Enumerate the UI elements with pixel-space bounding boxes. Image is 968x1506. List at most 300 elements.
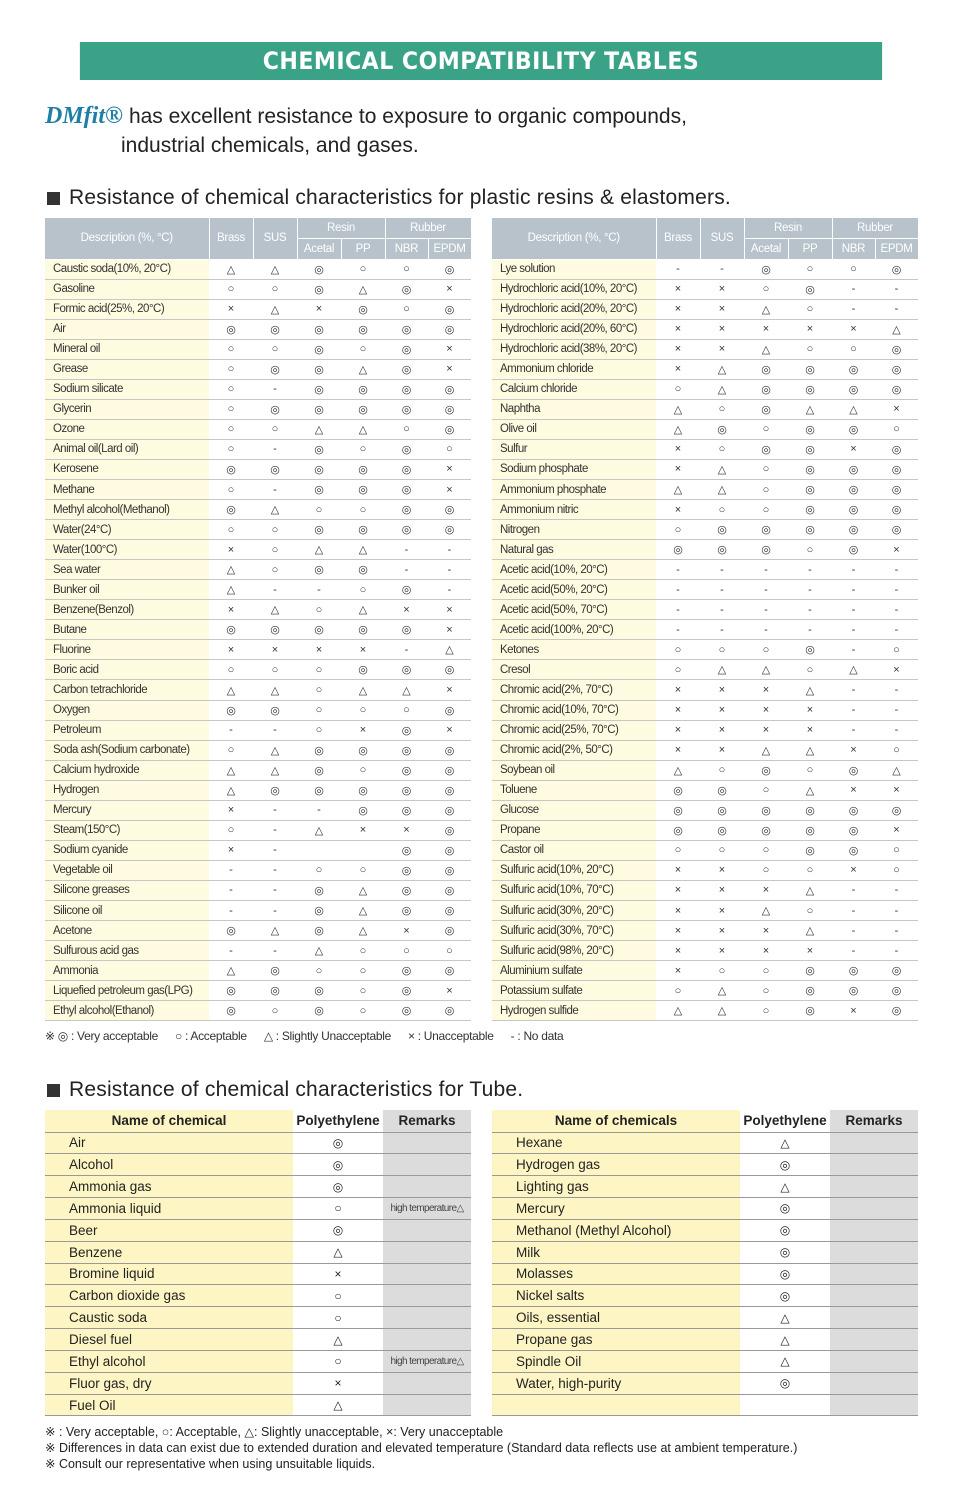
rating-cell: × xyxy=(700,740,744,760)
rating-cell: × xyxy=(656,860,700,880)
rating-cell: - xyxy=(744,620,788,640)
rating-cell: △ xyxy=(341,419,385,439)
rating-cell: - xyxy=(788,580,832,600)
rating-cell: × xyxy=(341,820,385,840)
rating-cell: ○ xyxy=(656,981,700,1001)
chemical-name: Sulfurous acid gas xyxy=(45,941,209,961)
rating-cell: ◎ xyxy=(253,319,297,339)
chemical-name: Carbon tetrachloride xyxy=(45,680,209,700)
legend-no-data: - : No data xyxy=(510,1029,564,1043)
chemical-name: Oxygen xyxy=(45,700,209,720)
table-row xyxy=(45,1001,471,1021)
table-row xyxy=(45,1372,471,1394)
rating-cell: ◎ xyxy=(788,500,832,520)
rating-cell: - xyxy=(385,560,428,580)
rating-cell: ○ xyxy=(875,419,918,439)
rating-cell: ○ xyxy=(341,580,385,600)
rating-cell: ◎ xyxy=(788,961,832,981)
rating-cell: ◎ xyxy=(297,279,341,299)
rating-cell: × xyxy=(744,680,788,700)
rating-cell: ○ xyxy=(341,941,385,961)
rating-cell: ○ xyxy=(744,459,788,479)
rating-cell: × xyxy=(744,880,788,900)
rating-cell: ○ xyxy=(253,520,297,540)
chemical-name: Grease xyxy=(45,359,209,379)
header-chemical-name: Name of chemical xyxy=(45,1110,293,1132)
polyethylene-rating: △ xyxy=(293,1241,383,1263)
table-row xyxy=(492,640,918,660)
footnote-consult: ※ Consult our representative when using unsuitable liquids. xyxy=(45,1457,376,1471)
rating-cell: △ xyxy=(297,820,341,840)
rating-cell: ○ xyxy=(341,500,385,520)
table-row xyxy=(45,700,471,720)
rating-cell: △ xyxy=(744,339,788,359)
rating-cell: ○ xyxy=(209,740,253,760)
rating-cell: ◎ xyxy=(297,901,341,921)
remarks-cell xyxy=(830,1263,918,1285)
rating-cell: × xyxy=(385,600,428,620)
chemical-name: Acetone xyxy=(45,921,209,941)
rating-cell: ◎ xyxy=(253,399,297,419)
table-row xyxy=(492,480,918,500)
chemical-name: Water(24°C) xyxy=(45,520,209,540)
rating-cell: ◎ xyxy=(385,279,428,299)
rating-cell: ○ xyxy=(297,860,341,880)
square-bullet-icon xyxy=(47,1084,60,1097)
table-row xyxy=(492,901,918,921)
table-row xyxy=(45,1176,471,1198)
polyethylene-rating: △ xyxy=(293,1394,383,1416)
chemical-name: Sulfuric acid(30%, 70°C) xyxy=(492,921,656,941)
chemical-name: Methanol (Methyl Alcohol) xyxy=(492,1219,740,1241)
rating-cell: × xyxy=(700,921,744,941)
rating-cell: ○ xyxy=(297,700,341,720)
rating-cell: ◎ xyxy=(788,1001,832,1021)
rating-cell: - xyxy=(744,580,788,600)
rating-cell: ○ xyxy=(875,640,918,660)
rating-cell: × xyxy=(700,279,744,299)
polyethylene-rating: ◎ xyxy=(740,1372,830,1394)
rating-cell: △ xyxy=(744,901,788,921)
rating-cell: △ xyxy=(297,941,341,961)
table-row xyxy=(45,800,471,820)
remarks-cell xyxy=(830,1285,918,1307)
rating-cell: ◎ xyxy=(385,439,428,459)
table-row xyxy=(492,961,918,981)
chemical-name: Hydrochloric acid(20%, 20°C) xyxy=(492,299,656,319)
rating-cell: △ xyxy=(341,680,385,700)
rating-cell: ◎ xyxy=(875,339,918,359)
chemical-name: Liquefied petroleum gas(LPG) xyxy=(45,981,209,1001)
rating-cell: - xyxy=(832,700,875,720)
table-row xyxy=(45,560,471,580)
rating-cell: × xyxy=(656,740,700,760)
rating-cell: ○ xyxy=(875,840,918,860)
chemical-name: Chromic acid(25%, 70°C) xyxy=(492,720,656,740)
rating-cell: - xyxy=(700,560,744,580)
rating-cell: ○ xyxy=(700,760,744,780)
rating-cell: × xyxy=(744,941,788,961)
rating-cell: ◎ xyxy=(832,359,875,379)
rating-cell: × xyxy=(341,640,385,660)
rating-cell: - xyxy=(788,560,832,580)
table-row xyxy=(45,760,471,780)
polyethylene-rating: ◎ xyxy=(740,1263,830,1285)
rating-cell: × xyxy=(656,921,700,941)
rating-cell: △ xyxy=(788,740,832,760)
chemical-name: Hydrogen gas xyxy=(492,1154,740,1176)
rating-cell: ◎ xyxy=(832,459,875,479)
polyethylene-rating: ◎ xyxy=(293,1176,383,1198)
table-row xyxy=(45,720,471,740)
table-row xyxy=(45,279,471,299)
table-row xyxy=(492,880,918,900)
rating-cell: △ xyxy=(700,379,744,399)
rating-cell: - xyxy=(428,580,471,600)
rating-cell: - xyxy=(700,620,744,640)
rating-cell: ◎ xyxy=(744,359,788,379)
chemical-name: Bunker oil xyxy=(45,580,209,600)
rating-cell: ◎ xyxy=(297,560,341,580)
chemical-name: Water, high-purity xyxy=(492,1372,740,1394)
rating-cell: △ xyxy=(700,981,744,1001)
remarks-cell xyxy=(830,1350,918,1372)
rating-cell: × xyxy=(656,500,700,520)
rating-cell: × xyxy=(209,540,253,560)
table-row xyxy=(492,921,918,941)
rating-cell: ◎ xyxy=(788,419,832,439)
rating-cell: ◎ xyxy=(832,419,875,439)
rating-cell: ◎ xyxy=(832,520,875,540)
intro-line-1: has excellent resistance to exposure to organic compounds, xyxy=(128,105,687,128)
rating-cell: ◎ xyxy=(209,981,253,1001)
rating-cell: × xyxy=(253,640,297,660)
table-row xyxy=(492,1001,918,1021)
rating-cell: ◎ xyxy=(656,540,700,560)
chemical-name: Glucose xyxy=(492,800,656,820)
rating-cell: △ xyxy=(341,540,385,560)
footnote-temperature: ※ Differences in data can exist due to extended duration and elevated temperature (Standard data reflects use at ambient temperature.) xyxy=(45,1441,798,1455)
rating-cell: ◎ xyxy=(385,961,428,981)
remarks-cell xyxy=(830,1154,918,1176)
remarks-cell xyxy=(383,1329,471,1351)
rating-cell: ◎ xyxy=(832,961,875,981)
rating-cell: ◎ xyxy=(385,800,428,820)
rating-cell: △ xyxy=(700,1001,744,1021)
rating-cell: ◎ xyxy=(385,660,428,680)
rating-cell: ◎ xyxy=(297,459,341,479)
rating-cell: △ xyxy=(744,740,788,760)
rating-cell: ○ xyxy=(253,339,297,359)
rating-cell: - xyxy=(875,700,918,720)
rating-cell: △ xyxy=(253,740,297,760)
rating-cell: ○ xyxy=(788,660,832,680)
rating-cell: ○ xyxy=(788,299,832,319)
remarks-cell xyxy=(383,1132,471,1154)
header-resin: Resin xyxy=(297,218,385,239)
table-row xyxy=(492,580,918,600)
rating-cell: ◎ xyxy=(832,760,875,780)
rating-cell: △ xyxy=(297,419,341,439)
rating-cell: ◎ xyxy=(875,379,918,399)
table-row xyxy=(45,1329,471,1351)
rating-cell: ◎ xyxy=(385,459,428,479)
rating-cell: - xyxy=(832,941,875,961)
table-row xyxy=(492,500,918,520)
rating-cell: ◎ xyxy=(385,359,428,379)
table-row xyxy=(492,1219,918,1241)
rating-cell: - xyxy=(253,840,297,860)
remarks-cell xyxy=(383,1394,471,1416)
rating-cell: △ xyxy=(656,760,700,780)
rating-cell: ◎ xyxy=(209,921,253,941)
polyethylene-rating: △ xyxy=(740,1307,830,1329)
table-row xyxy=(492,660,918,680)
rating-cell: × xyxy=(875,660,918,680)
rating-cell: × xyxy=(700,860,744,880)
rating-cell: × xyxy=(700,680,744,700)
rating-cell: - xyxy=(875,580,918,600)
header-rubber: Rubber xyxy=(385,218,471,239)
rating-cell: △ xyxy=(209,259,253,279)
rating-cell: - xyxy=(832,720,875,740)
chemical-name: Molasses xyxy=(492,1263,740,1285)
rating-cell: ○ xyxy=(428,439,471,459)
table-row xyxy=(492,740,918,760)
rating-cell: ◎ xyxy=(385,981,428,1001)
rating-cell: △ xyxy=(341,921,385,941)
rating-cell: ◎ xyxy=(428,660,471,680)
table-row xyxy=(45,1350,471,1372)
chemical-name: Sulfuric acid(10%, 70°C) xyxy=(492,880,656,900)
section-title-text: Resistance of chemical characteristics for Tube. xyxy=(69,1078,524,1101)
rating-cell: ○ xyxy=(297,600,341,620)
rating-cell: ◎ xyxy=(341,319,385,339)
polyethylene-rating: △ xyxy=(740,1132,830,1154)
rating-cell: ◎ xyxy=(297,880,341,900)
chemical-name: Cresol xyxy=(492,660,656,680)
rating-cell: ◎ xyxy=(656,820,700,840)
polyethylene-rating xyxy=(740,1394,830,1416)
rating-cell: ○ xyxy=(341,339,385,359)
rating-cell: ◎ xyxy=(297,359,341,379)
chemical-name: Sodium silicate xyxy=(45,379,209,399)
table-row xyxy=(492,720,918,740)
table-row xyxy=(45,840,471,860)
rating-cell: ○ xyxy=(341,981,385,1001)
rating-cell: ◎ xyxy=(875,359,918,379)
polyethylene-rating: ○ xyxy=(293,1285,383,1307)
table-row xyxy=(492,520,918,540)
chemical-name: Ammonia xyxy=(45,961,209,981)
chemical-name: Soybean oil xyxy=(492,760,656,780)
table-row xyxy=(492,1329,918,1351)
polyethylene-rating: ○ xyxy=(293,1307,383,1329)
polyethylene-rating: △ xyxy=(740,1329,830,1351)
rating-cell: - xyxy=(744,560,788,580)
brand-logo: DMfit® xyxy=(45,103,123,129)
rating-cell: ◎ xyxy=(788,981,832,1001)
rating-cell: ○ xyxy=(428,941,471,961)
remarks-cell: high temperature△ xyxy=(383,1198,471,1220)
rating-cell: ◎ xyxy=(385,1001,428,1021)
table-row xyxy=(45,359,471,379)
chemical-name: Hexane xyxy=(492,1132,740,1154)
chemical-name: Calcium hydroxide xyxy=(45,760,209,780)
table-row xyxy=(492,459,918,479)
header-sus: SUS xyxy=(253,218,297,259)
polyethylene-rating: ◎ xyxy=(740,1198,830,1220)
table-row xyxy=(492,941,918,961)
rating-cell: × xyxy=(209,800,253,820)
rating-cell: × xyxy=(209,299,253,319)
rating-cell: - xyxy=(875,880,918,900)
remarks-cell xyxy=(830,1198,918,1220)
rating-cell: - xyxy=(832,901,875,921)
table-row xyxy=(45,399,471,419)
chemical-name: Hydrochloric acid(38%, 20°C) xyxy=(492,339,656,359)
resin-table-right xyxy=(492,218,919,1021)
rating-cell: △ xyxy=(700,480,744,500)
header-brass: Brass xyxy=(209,218,253,259)
table-row xyxy=(492,800,918,820)
rating-cell: - xyxy=(253,800,297,820)
rating-cell: - xyxy=(253,439,297,459)
table-row xyxy=(492,299,918,319)
remarks-cell xyxy=(383,1219,471,1241)
header-pp: PP xyxy=(788,239,832,260)
rating-cell: - xyxy=(253,820,297,840)
rating-cell: ◎ xyxy=(875,520,918,540)
rating-cell: ◎ xyxy=(875,981,918,1001)
table-row xyxy=(45,500,471,520)
rating-cell xyxy=(297,840,341,860)
resin-table-left xyxy=(45,218,472,1021)
chemical-name: Sulfuric acid(98%, 20°C) xyxy=(492,941,656,961)
chemical-name: Glycerin xyxy=(45,399,209,419)
rating-cell: ◎ xyxy=(656,800,700,820)
rating-cell: ◎ xyxy=(297,520,341,540)
rating-cell: ◎ xyxy=(744,820,788,840)
rating-cell: ○ xyxy=(209,520,253,540)
chemical-name: Propane gas xyxy=(492,1329,740,1351)
rating-cell: ○ xyxy=(788,760,832,780)
rating-cell: ○ xyxy=(297,500,341,520)
rating-cell: × xyxy=(656,720,700,740)
header-acetal: Acetal xyxy=(744,239,788,260)
rating-cell: - xyxy=(428,540,471,560)
chemical-name: Ammonium phosphate xyxy=(492,480,656,500)
rating-cell: - xyxy=(297,580,341,600)
rating-cell: ○ xyxy=(744,640,788,660)
table-row xyxy=(45,640,471,660)
rating-cell: ◎ xyxy=(428,700,471,720)
rating-cell: ◎ xyxy=(385,740,428,760)
table-row xyxy=(45,520,471,540)
rating-cell: - xyxy=(656,560,700,580)
table-row xyxy=(492,279,918,299)
rating-cell: △ xyxy=(297,540,341,560)
rating-cell: - xyxy=(832,560,875,580)
header-brass: Brass xyxy=(656,218,700,259)
table-row xyxy=(45,620,471,640)
rating-cell: ◎ xyxy=(428,780,471,800)
rating-cell: ○ xyxy=(253,419,297,439)
rating-cell: ○ xyxy=(744,1001,788,1021)
rating-cell: ◎ xyxy=(385,620,428,640)
table-row xyxy=(45,600,471,620)
rating-cell: × xyxy=(832,319,875,339)
rating-cell: ◎ xyxy=(341,480,385,500)
header-nbr: NBR xyxy=(385,239,428,260)
rating-cell: - xyxy=(700,580,744,600)
rating-cell: ○ xyxy=(700,840,744,860)
chemical-name: Steam(150°C) xyxy=(45,820,209,840)
rating-cell: ◎ xyxy=(385,720,428,740)
rating-cell: - xyxy=(253,901,297,921)
table-row xyxy=(45,580,471,600)
rating-cell: × xyxy=(656,279,700,299)
chemical-name: Hydrogen sulfide xyxy=(492,1001,656,1021)
chemical-name: Sulfuric acid(10%, 20°C) xyxy=(492,860,656,880)
rating-cell: - xyxy=(875,921,918,941)
header-rubber: Rubber xyxy=(832,218,918,239)
chemical-name: Vegetable oil xyxy=(45,860,209,880)
rating-cell: ○ xyxy=(832,259,875,279)
rating-cell: △ xyxy=(209,760,253,780)
rating-cell: ○ xyxy=(656,520,700,540)
rating-cell: ○ xyxy=(253,560,297,580)
polyethylene-rating: ○ xyxy=(293,1350,383,1372)
chemical-name: Aluminium sulfate xyxy=(492,961,656,981)
rating-cell: - xyxy=(253,941,297,961)
chemical-name: Ethyl alcohol xyxy=(45,1350,293,1372)
rating-cell: ○ xyxy=(341,259,385,279)
header-pp: PP xyxy=(341,239,385,260)
chemical-name: Animal oil(Lard oil) xyxy=(45,439,209,459)
rating-cell: × xyxy=(832,860,875,880)
table-row xyxy=(492,399,918,419)
table-row xyxy=(492,840,918,860)
chemical-name: Chromic acid(2%, 70°C) xyxy=(492,680,656,700)
rating-cell: - xyxy=(209,901,253,921)
rating-cell: - xyxy=(656,620,700,640)
chemical-name: Fluor gas, dry xyxy=(45,1372,293,1394)
chemical-name: Caustic soda xyxy=(45,1307,293,1329)
rating-cell: - xyxy=(832,279,875,299)
rating-cell: ◎ xyxy=(832,981,875,1001)
rating-cell: ◎ xyxy=(428,860,471,880)
rating-cell: ◎ xyxy=(788,640,832,660)
rating-cell: ◎ xyxy=(253,981,297,1001)
table-row xyxy=(492,1132,918,1154)
rating-cell: ○ xyxy=(744,860,788,880)
rating-cell: ◎ xyxy=(385,780,428,800)
rating-cell: △ xyxy=(253,600,297,620)
rating-cell: ◎ xyxy=(700,520,744,540)
rating-cell: × xyxy=(656,359,700,379)
rating-cell: - xyxy=(253,580,297,600)
chemical-name: Sodium cyanide xyxy=(45,840,209,860)
rating-cell: ◎ xyxy=(297,399,341,419)
rating-cell: × xyxy=(656,299,700,319)
chemical-name: Ammonium chloride xyxy=(492,359,656,379)
table-row xyxy=(492,1372,918,1394)
rating-cell: × xyxy=(428,279,471,299)
rating-cell: ◎ xyxy=(341,780,385,800)
table-row xyxy=(492,620,918,640)
rating-cell: × xyxy=(788,941,832,961)
